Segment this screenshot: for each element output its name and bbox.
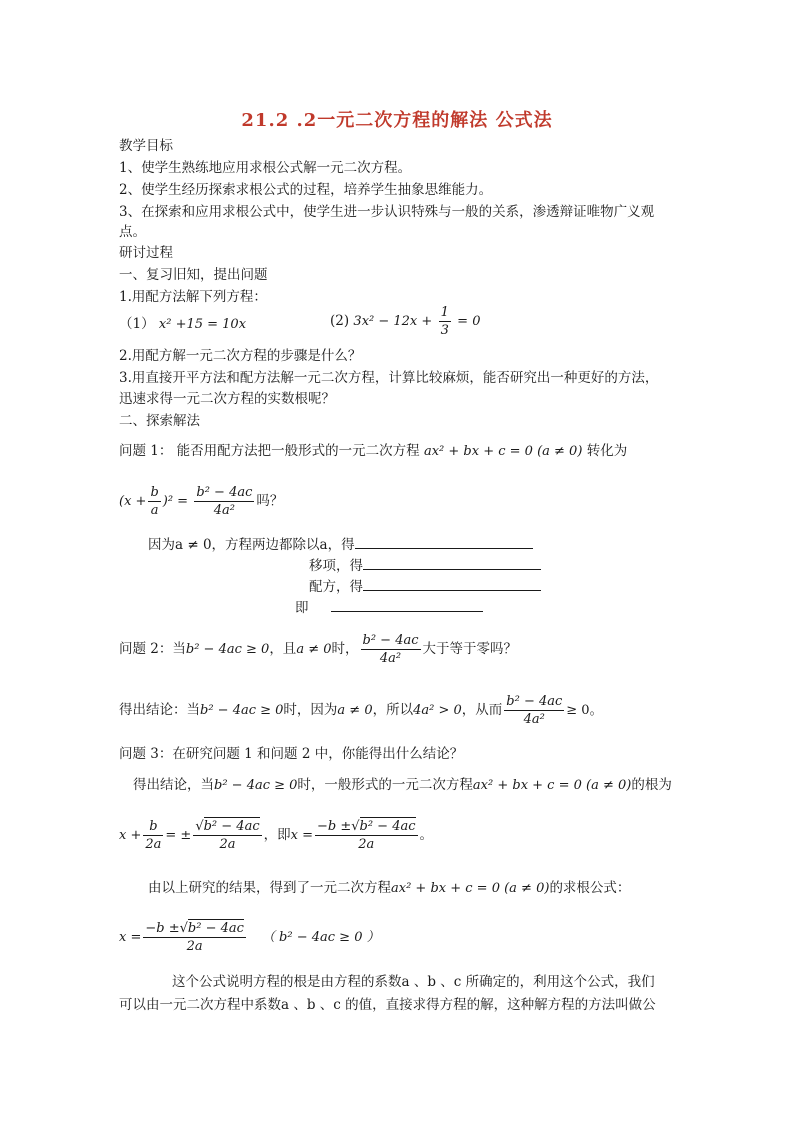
fraction-denominator: 2a [219,837,236,852]
target-lhs-fraction [148,484,160,519]
answer-blank[interactable] [363,578,541,591]
result-text: 由以上研究的结果，得到了一元二次方程 [148,880,391,896]
fraction-numerator: b [143,818,163,836]
result-sentence [148,878,630,899]
root-end: 。 [419,827,434,843]
equation-2-fraction [439,304,451,339]
conclusion-2-text-c: 的根为 [631,777,672,793]
problem-1 [119,441,627,462]
final-paragraph-line-2: 可以由一元二次方程中系数a 、b 、c 的值，直接求得方程的解，这种解方程的方法叫做公 [119,997,656,1013]
conclusion-1-text: 得出结论：当 [119,702,200,718]
problem-2-text-b: ，且 [269,641,297,657]
fraction-numerator: −b ±√b² − 4ac [145,921,244,936]
fraction-denominator: 2a [145,837,162,852]
conclusion-1-condition-2: a ≠ 0 [337,703,373,718]
equation-2-part-b: = 0 [457,314,481,329]
root-derivation [119,818,433,853]
process-heading: 研讨过程 [119,245,173,261]
fraction-denominator: 4a² [523,712,545,727]
problem-2-condition-2: a ≠ 0 [296,642,332,657]
goal-2: 2、使学生经历探索求根公式的过程，培养学生抽象思维能力。 [119,182,493,198]
question-3-line-1: 3.用直接开平方法和配方法解一元二次方程，计算比较麻烦，能否研究出一种更好的方法， [119,370,659,386]
conclusion-2-text: 得出结论，当 [133,777,214,793]
problem-3: 问题 3：在研究问题 1 和问题 2 中，你能得出什么结论？ [119,746,464,762]
step-result-text: 即 [295,600,309,616]
fraction-numerator: b [150,485,159,500]
question-2: 2.用配方解一元二次方程的步骤是什么？ [119,348,362,364]
section-1-heading: 一、复习旧知，提出问题 [119,267,268,283]
conclusion-1-text-b: 时，因为 [283,702,338,718]
conclusion-1-condition: b² − 4ac ≥ 0 [200,703,284,718]
fraction-numerator: b² − 4ac [506,694,563,709]
problem-2-text-d: 大于等于零吗？ [422,641,517,657]
step-move-text: 移项，得 [309,558,363,574]
step-move [309,556,541,576]
answer-blank[interactable] [355,536,533,549]
target-rhs-fraction [194,484,254,519]
equation-2-part-a: 3x² − 12x + [353,314,433,329]
fraction-numerator: b² − 4ac [196,485,253,500]
problem-1-text-tail: 转化为 [586,443,628,459]
root-plus-minus: = ± [165,828,192,843]
formula-fraction [143,920,246,955]
target-lhs-open: (x + [119,494,147,509]
target-question-mark: 吗？ [256,493,284,509]
root-formula-fraction [315,818,418,853]
goal-3-line-1: 3、在探索和应用求根公式中，使学生进一步认识特殊与一般的关系，渗透辩证唯物广义观 [119,204,655,220]
final-paragraph-line-1: 这个公式说明方程的根是由方程的系数a 、b 、c 所确定的，利用这个公式，我们 [172,974,655,990]
numerator-prefix: −b ± [316,819,352,834]
conclusion-2-equation: ax² + bx + c = 0 (a ≠ 0) [472,778,632,793]
formula-condition: （ b² − 4ac ≥ 0 ） [261,930,380,945]
sqrt-radicand: b² − 4ac [203,819,260,834]
conclusion-2-text-b: 时，一般形式的一元二次方程 [297,777,473,793]
fraction-numerator: b² − 4ac [362,633,419,648]
section-2-heading: 二、探索解法 [119,413,200,429]
step-divide-text: 因为a ≠ 0，方程两边都除以a，得 [148,537,355,553]
fraction-denominator: 4a² [213,503,235,518]
fraction-denominator: 3 [440,323,449,338]
goal-1: 1、使学生熟练地应用求根公式解一元二次方程。 [119,160,412,176]
equation-1-label: （1） [119,316,155,332]
root-lhs-fraction [143,818,163,853]
answer-blank[interactable] [363,557,541,570]
result-equation: ax² + bx + c = 0 (a ≠ 0) [391,881,550,896]
goals-heading: 教学目标 [119,138,173,154]
root-text: ，即 [263,827,291,843]
step-complete-square [309,577,541,597]
equation-1 [119,314,246,335]
root-x: x = [290,828,313,843]
page-title: 21.2 .2一元二次方程的解法 公式法 [241,110,553,131]
result-text-b: 的求根公式： [549,880,631,896]
conclusion-2 [133,775,672,796]
fraction-numerator: −b ±√b² − 4ac [316,819,416,834]
root-rhs-fraction [193,818,261,853]
equation-2 [330,304,480,339]
fraction-numerator: √b² − 4ac [195,819,260,834]
target-lhs-close: )² = [162,494,189,509]
problem-2-fraction [361,632,421,667]
goal-3-line-2: 点。 [119,224,146,240]
problem-1-equation: ax² + bx + c = 0 (a ≠ 0) [423,444,583,459]
quadratic-formula [119,920,380,955]
step-divide [148,535,533,555]
sqrt-radicand: b² − 4ac [187,921,244,936]
sqrt-radicand: b² − 4ac [359,819,416,834]
root-lhs: x + [119,828,142,843]
fraction-numerator: 1 [440,305,449,320]
fraction-denominator: 2a [358,837,375,852]
conclusion-1-condition-3: 4a² > 0 [413,703,462,718]
conclusion-1-text-c: ，所以 [372,702,414,718]
problem-2-text: 问题 2：当 [119,641,186,657]
step-complete-square-text: 配方，得 [309,579,363,595]
question-3-line-2: 迅速求得一元二次方程的实数根呢？ [119,391,335,407]
formula-x: x = [119,930,142,945]
numerator-prefix: −b ± [145,921,180,936]
conclusion-2-condition: b² − 4ac ≥ 0 [214,778,298,793]
fraction-denominator: a [150,503,159,518]
fraction-denominator: 2a [186,939,203,954]
equation-2-label: (2) [330,313,350,329]
step-result [295,598,483,618]
question-1: 1.用配方法解下列方程： [119,289,267,305]
problem-2-condition: b² − 4ac ≥ 0 [185,642,270,657]
equation-1-body: x² +15 = 10x [158,317,247,332]
answer-blank[interactable] [331,599,483,612]
problem-1-text: 问题 1： 能否用配方法把一般形式的一元二次方程 [119,443,420,459]
conclusion-1-tail: ≥ 0。 [566,703,603,718]
problem-2-text-c: 时， [331,641,359,657]
problem-1-target-equation [119,484,283,519]
problem-2 [119,632,517,667]
conclusion-1 [119,693,603,728]
conclusion-1-fraction [504,693,564,728]
fraction-denominator: 4a² [379,651,402,666]
conclusion-1-text-d: ，从而 [461,702,503,718]
